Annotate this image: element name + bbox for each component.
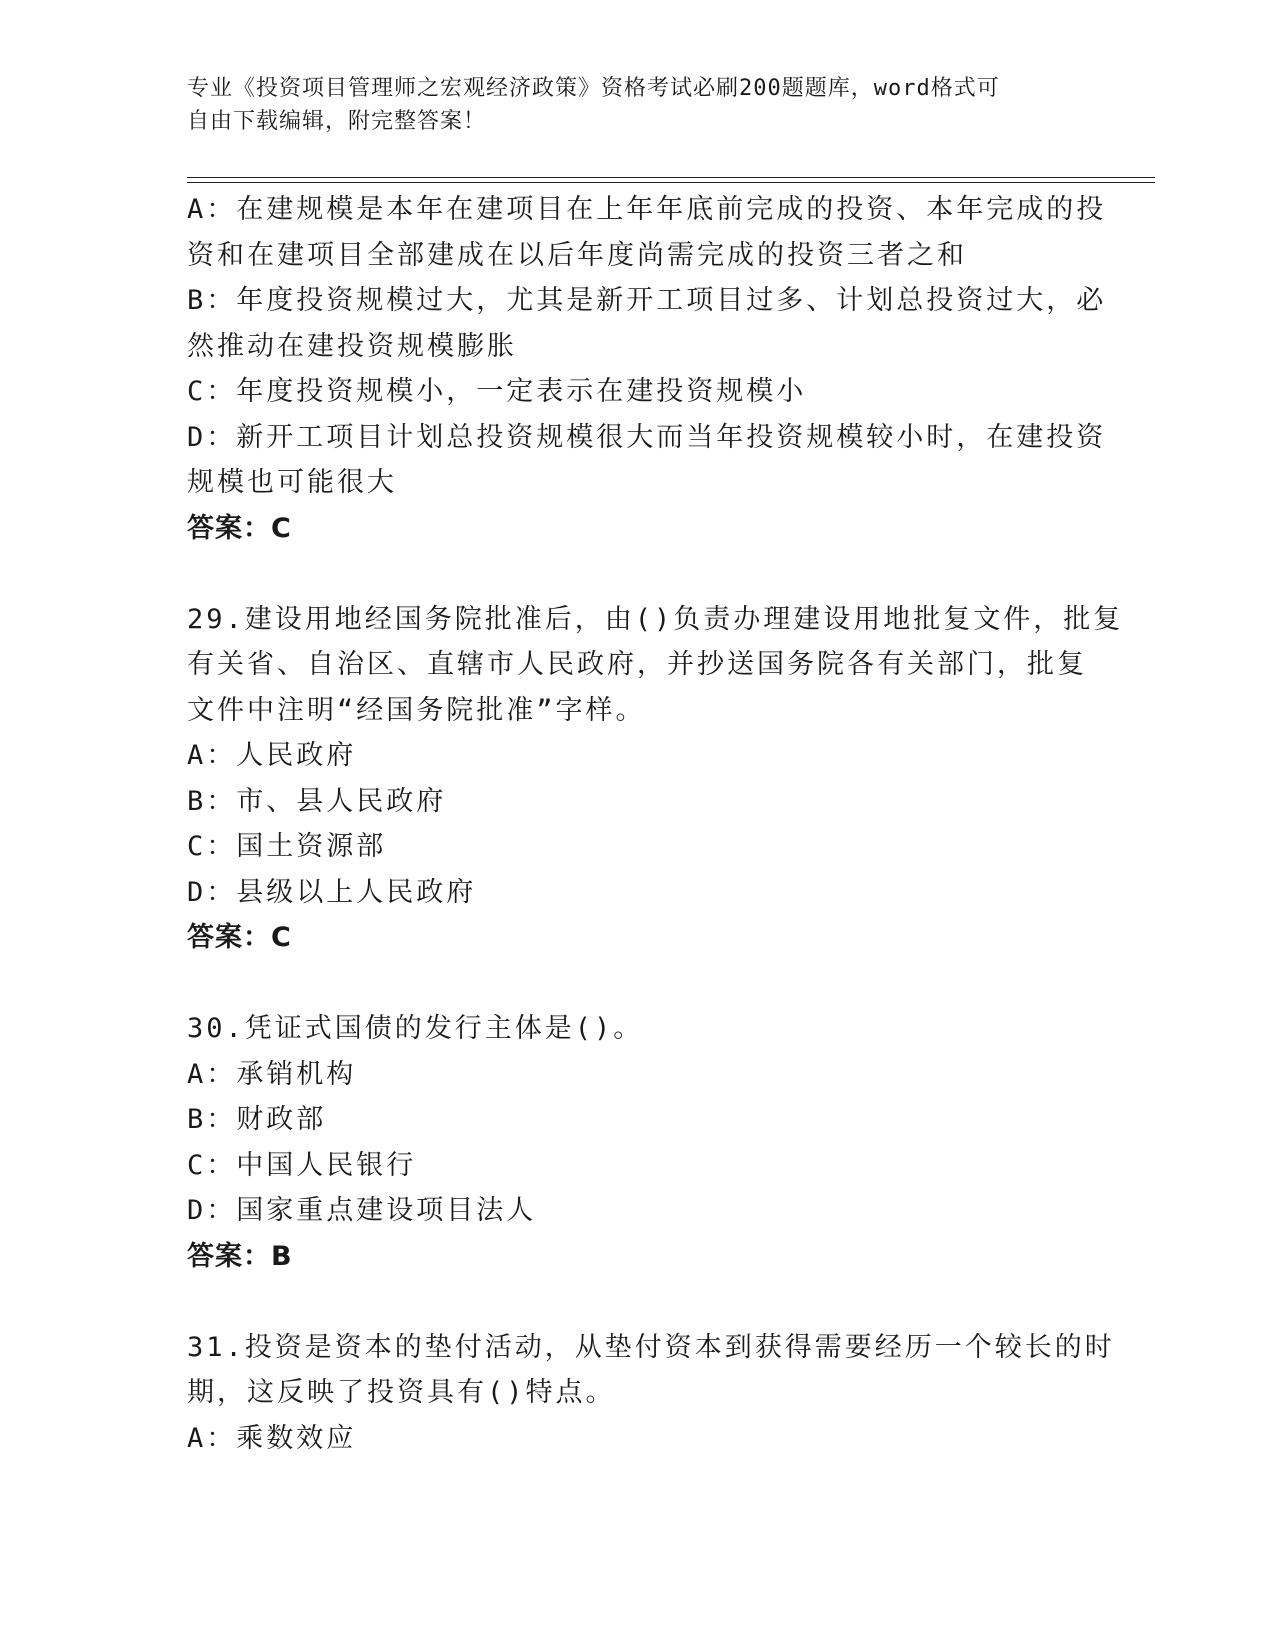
option-d-line-1: D：新开工项目计划总投资规模很大而当年投资规模较小时，在建投资 bbox=[187, 421, 1107, 453]
question-30-option-c: C：中国人民银行 bbox=[187, 1149, 417, 1181]
document-header bbox=[187, 72, 1067, 138]
option-b-line-2: 然推动在建投资规模膨胀 bbox=[187, 330, 517, 362]
question-29-option-a: A：人民政府 bbox=[187, 740, 357, 771]
question-29-stem-line-2: 有关省、自治区、直辖市人民政府，并抄送国务院各有关部门，批复 bbox=[187, 649, 1087, 680]
question-31-stem-line-1: 31.投资是资本的垫付活动，从垫付资本到获得需要经历一个较长的时 bbox=[187, 1331, 1115, 1363]
answer-30: 答案：B bbox=[187, 1240, 293, 1272]
question-30-stem: 30.凭证式国债的发行主体是()。 bbox=[187, 1013, 644, 1044]
question-29-block bbox=[187, 597, 1124, 961]
header-line-1: 专业《投资项目管理师之宏观经济政策》资格考试必刷200题题库，word格式可 bbox=[187, 76, 1000, 101]
spacer bbox=[187, 961, 1087, 1007]
answer-28: 答案：C bbox=[187, 512, 292, 544]
question-29-stem-line-1: 29.建设用地经国务院批准后，由()负责办理建设用地批复文件，批复 bbox=[187, 603, 1124, 635]
question-31-option-a: A：乘数效应 bbox=[187, 1422, 357, 1454]
question-31-block bbox=[187, 1325, 1115, 1462]
option-d-line-2: 规模也可能很大 bbox=[187, 467, 397, 498]
header-divider-top bbox=[187, 177, 1155, 178]
question-29-option-d: D：县级以上人民政府 bbox=[187, 876, 477, 908]
header-line-2: 自由下载编辑，附完整答案！ bbox=[187, 109, 487, 134]
question-30-option-d: D：国家重点建设项目法人 bbox=[187, 1195, 537, 1226]
answer-29: 答案：C bbox=[187, 922, 292, 953]
spacer bbox=[187, 1279, 1087, 1325]
header-divider-bottom bbox=[187, 182, 1155, 183]
question-29-stem-line-3: 文件中注明“经国务院批准”字样。 bbox=[187, 694, 646, 726]
option-c: C：年度投资规模小，一定表示在建投资规模小 bbox=[187, 376, 807, 407]
document-body bbox=[187, 187, 1124, 1461]
question-29-option-b: B：市、县人民政府 bbox=[187, 785, 447, 817]
question-31-stem-line-2: 期，这反映了投资具有()特点。 bbox=[187, 1377, 616, 1408]
option-b-line-1: B：年度投资规模过大，尤其是新开工项目过多、计划总投资过大，必 bbox=[187, 285, 1107, 316]
question-30-option-b: B：财政部 bbox=[187, 1104, 327, 1135]
spacer bbox=[187, 551, 1087, 597]
option-a-line-2: 资和在建项目全部建成在以后年度尚需完成的投资三者之和 bbox=[187, 239, 967, 271]
question-29-option-c: C：国土资源部 bbox=[187, 831, 387, 862]
question-30-block bbox=[187, 1006, 1087, 1279]
question-28-block bbox=[187, 187, 1107, 551]
option-a-line-1: A：在建规模是本年在建项目在上年年底前完成的投资、本年完成的投 bbox=[187, 194, 1107, 225]
question-30-option-a: A：承销机构 bbox=[187, 1058, 357, 1090]
